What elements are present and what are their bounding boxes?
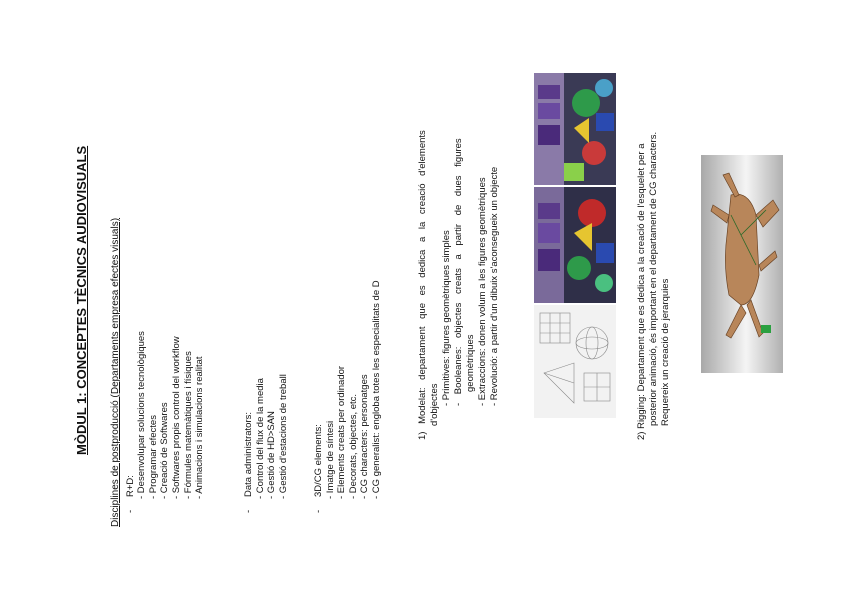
- list-item: - Animacions i simulacions realitat: [194, 356, 206, 499]
- modeling-renders-image: [534, 73, 616, 418]
- list-item: - Imatge de síntesi: [324, 420, 336, 499]
- section-rigging: [636, 132, 672, 440]
- section-3d: [313, 280, 383, 513]
- list-item: - Softwares propis control del workflow: [170, 336, 182, 499]
- section-rd: [113, 331, 206, 513]
- bullet-dash: -: [124, 509, 136, 513]
- section-modelat: [417, 130, 501, 440]
- renders-svg: [534, 73, 616, 418]
- list-item: - Decorats, objectes, etc.: [347, 393, 359, 499]
- list-item: - CG generalist: engloba totes les especialitats de D: [370, 280, 382, 499]
- rigging-line3: Requereix un creació de jerarquies: [660, 278, 671, 426]
- section-data: [243, 374, 289, 513]
- section-data-head: Data administrators:: [243, 411, 254, 497]
- subtitle: Disciplines de postproducció (Departaments empresa efectes visuals): [110, 217, 121, 527]
- list-item: - Desenvolupar solucions tecnològiques: [136, 331, 148, 499]
- bullet-dash: -: [313, 509, 324, 513]
- section-rd-head: R+D:: [124, 475, 136, 497]
- modelat-line1: 1) Modelat: departament que es dedica a la creació d'elements: [417, 130, 428, 440]
- list-item: - Gestió de HD>SAN: [266, 411, 278, 499]
- list-item: - Control del flux de la media: [254, 378, 266, 499]
- rigging-line2: posterior animació, és important en el departament de CG characters.: [648, 131, 659, 426]
- list-item: geomètriques: [465, 334, 476, 392]
- list-item: - Fórmules matemàtiques i físiques: [182, 351, 194, 499]
- list-item: - CG characters: personatges: [359, 374, 371, 499]
- list-item: - Extraccions: donen volum a les figures geomètriques: [477, 177, 488, 406]
- rigging-horse-image: [701, 155, 783, 373]
- page-title: MÒDUL 1: CONCEPTES TÈCNICS AUDIOVISUALS: [74, 145, 89, 455]
- rigging-line1: 2) Rigging: Departament que es dedica a la creació de l'esquelet per a: [636, 143, 647, 440]
- horse-svg: [701, 155, 783, 373]
- bullet-dash: -: [243, 509, 254, 513]
- list-item: - Creació de Softwares: [159, 402, 171, 499]
- list-item: - Gestió d'estacions de treball: [277, 374, 289, 499]
- list-item: - Programar efectes: [147, 415, 159, 499]
- list-item: - Booleanes: objectes creats a partir de dues figures: [453, 138, 464, 406]
- modelat-line2: d'objectes: [429, 383, 440, 426]
- list-item: - Revolució: a partir d'un dibuix s'aconsegueix un objecte: [489, 166, 500, 406]
- section-3d-head: 3D/CG elements:: [313, 424, 324, 497]
- list-item: - Primitives: figures geomètriques simples: [441, 230, 452, 406]
- list-item: - Elements creats per ordinador: [336, 365, 348, 499]
